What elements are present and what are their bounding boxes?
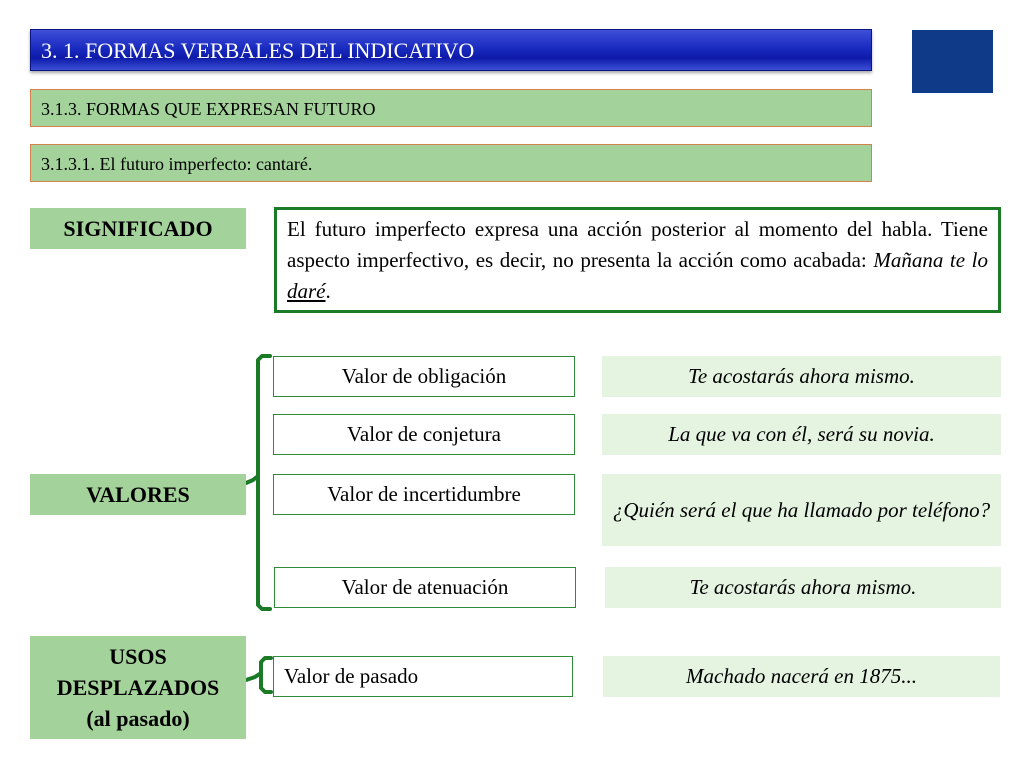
significado-text: El futuro imperfecto expresa una acción posterior al momento del habla. Tiene aspecto imperfectivo, es decir, no presenta la acción como acabada: Mañana te lo daré. [274, 207, 1001, 313]
subsection-heading: 3.1.3.1. El futuro imperfecto: cantaré. [30, 144, 872, 182]
valor-conjetura-box: Valor de conjetura [273, 414, 575, 455]
valor-obligacion-example: Te acostarás ahora mismo. [602, 356, 1001, 397]
valor-pasado-example: Machado nacerá en 1875... [603, 656, 1000, 697]
significado-example-underlined: daré [287, 279, 326, 303]
valor-atenuacion-box: Valor de atenuación [274, 567, 576, 608]
significado-example: Mañana te lo daré [287, 248, 988, 303]
usos-label-line2: DESPLAZADOS [56, 675, 220, 700]
valor-conjetura-example: La que va con él, será su novia. [602, 414, 1001, 455]
valor-pasado-box: Valor de pasado [273, 656, 573, 697]
usos-label-line1: USOS [109, 644, 167, 669]
usos-desplazados-label [30, 636, 246, 739]
usos-bracket-connector [246, 673, 261, 680]
valor-atenuacion-example: Te acostarás ahora mismo. [605, 567, 1001, 608]
usos-bracket [261, 658, 271, 692]
valores-label: VALORES [30, 474, 246, 515]
slide-title: 3. 1. FORMAS VERBALES DEL INDICATIVO [30, 29, 872, 71]
significado-main-text: El futuro imperfecto expresa una acción posterior al momento del habla. Tiene aspecto imperfectivo, es decir, no presenta la acción como acabada: [287, 217, 988, 272]
valor-incertidumbre-example: ¿Quién será el que ha llamado por teléfono? [602, 474, 1001, 546]
usos-label-line3: (al pasado) [86, 706, 190, 731]
valores-bracket [258, 356, 270, 609]
valor-obligacion-box: Valor de obligación [273, 356, 575, 397]
significado-label: SIGNIFICADO [30, 208, 246, 249]
section-heading: 3.1.3. FORMAS QUE EXPRESAN FUTURO [30, 89, 872, 127]
valor-incertidumbre-box: Valor de incertidumbre [273, 474, 575, 515]
